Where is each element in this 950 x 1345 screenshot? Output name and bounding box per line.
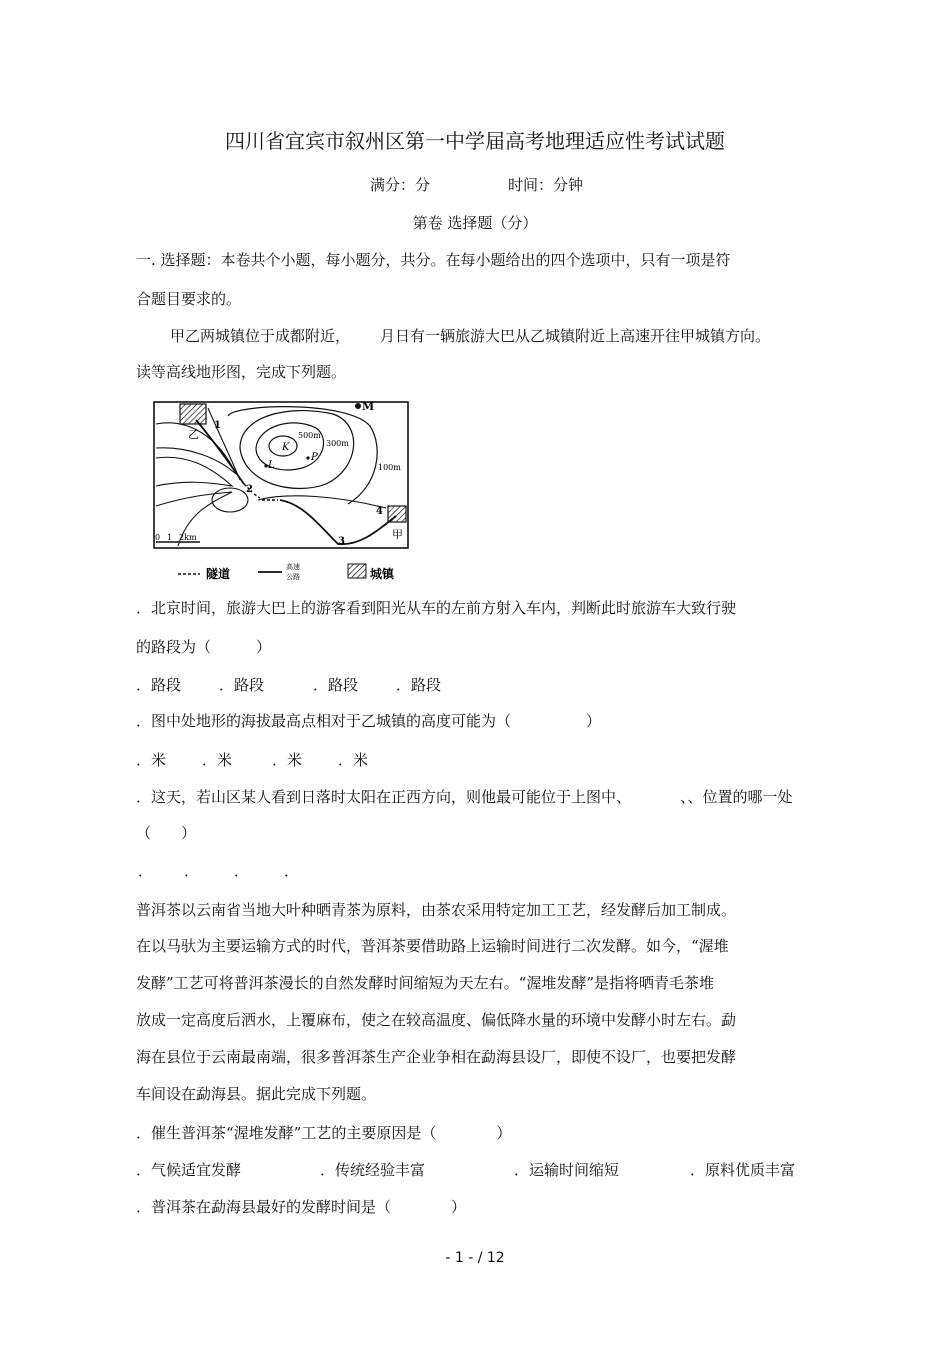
- passage2-line-3: 发酵”工艺可将普洱茶漫长的自然发酵时间缩短为天左右。“渥堆发酵”是指将晒青毛茶堆: [136, 974, 715, 992]
- passage1-part-a: 甲乙两城镇位于成都附近，: [170, 327, 351, 345]
- q2-text: ．图中处地形的海拔最高点相对于乙城镇的高度可能为（ ）: [136, 712, 602, 730]
- scale-0: 0: [155, 533, 161, 542]
- passage1-line-2: 读等高线地形图，完成下列题。: [136, 363, 347, 381]
- instructions-line-1: 一. 选择题：本卷共个小题，每小题分，共分。在每小题给出的四个选项中，只有一项是符: [136, 251, 731, 269]
- q4-option-b: ．传统经验丰富: [320, 1161, 426, 1179]
- q3-option-a: ．: [138, 862, 154, 880]
- label-town-jia: 甲: [392, 528, 403, 541]
- legend-town: 城镇: [370, 567, 395, 581]
- town-yi-marker: [180, 404, 206, 424]
- scale-2km: 2km: [179, 533, 197, 542]
- passage2-line-1: 普洱茶以云南省当地大叶种晒青茶为原料，由茶农采用特定加工工艺，经发酵后加工制成。: [136, 901, 737, 919]
- legend-highway-top: 高速: [286, 563, 300, 571]
- label-k: K: [282, 442, 290, 453]
- label-100m: 100m: [378, 463, 401, 472]
- contour-east: [258, 496, 386, 508]
- passage2-line-2: 在以马驮为主要运输方式的时代，普洱茶要借助路上运输时间进行二次发酵。如今，“渥堆: [136, 937, 729, 955]
- label-l: L: [268, 460, 275, 471]
- q3-line-1a: ．这天，若山区某人看到日落时太阳在正西方向，则他最可能位于上图中、: [136, 788, 632, 806]
- contour-200: [240, 411, 354, 489]
- legend-tunnel: 隧道: [206, 567, 231, 581]
- q3-option-b: ．: [184, 862, 200, 880]
- q4-option-a: ．气候适宜发酵: [136, 1161, 242, 1179]
- town-jia-marker: [388, 506, 406, 522]
- q2-option-b: ．米: [202, 751, 233, 769]
- q1-option-a: ．路段: [136, 676, 182, 694]
- q1-option-d: ．路段: [396, 676, 442, 694]
- q2-option-c: ．米: [272, 751, 303, 769]
- q1-line-1: ．北京时间，旅游大巴上的游客看到阳光从车的左前方射入车内，判断此时旅游车大致行驶: [136, 599, 737, 617]
- exam-time: 时间：分钟: [508, 176, 584, 194]
- q4-option-c: ．运输时间缩短: [514, 1161, 620, 1179]
- page-number: - 1 - / 12: [445, 1250, 505, 1266]
- label-route-3: 3: [338, 536, 345, 547]
- label-route-4: 4: [376, 506, 383, 517]
- q2-option-a: ．米: [136, 751, 167, 769]
- label-town-yi: 乙: [188, 428, 199, 441]
- q3-option-c: ．: [234, 862, 250, 880]
- river-1: [208, 408, 240, 480]
- q4-text: ．催生普洱茶“渥堆发酵”工艺的主要原因是（ ）: [136, 1124, 512, 1142]
- scale-1: 1: [167, 533, 173, 542]
- q1-option-c: ．路段: [313, 676, 359, 694]
- full-score: 满分：分: [370, 176, 431, 194]
- q1-line-2: 的路段为（ ）: [136, 638, 272, 656]
- instructions-line-2: 合题目要求的。: [136, 290, 242, 308]
- passage2-line-4: 放成一定高度后洒水，上覆麻布，使之在较高温度、偏低降水量的环境中发酵小时左右。勐: [136, 1011, 737, 1029]
- label-p: P: [311, 452, 318, 463]
- q4-option-d: ．原料优质丰富: [690, 1161, 796, 1179]
- page-title: 四川省宜宾市叙州区第一中学届高考地理适应性考试试题: [225, 129, 725, 153]
- point-p-dot: [306, 456, 309, 459]
- q3-option-d: ．: [284, 862, 300, 880]
- point-m-dot: [355, 403, 361, 409]
- passage1-part-b: 月日有一辆旅游大巴从乙城镇附近上高速开往甲城镇方向。: [380, 327, 771, 345]
- passage2-line-6: 车间设在勐海县。据此完成下列题。: [136, 1085, 377, 1103]
- contour-map: [148, 396, 416, 586]
- contour-west-2: [156, 457, 232, 486]
- label-route-2: 2: [246, 484, 253, 495]
- label-m: M: [362, 400, 375, 413]
- legend-highway-bottom: 公路: [286, 573, 300, 581]
- label-route-1: 1: [214, 420, 221, 431]
- q3-line-2: （ ）: [136, 824, 197, 842]
- label-300m: 300m: [326, 439, 349, 448]
- q1-option-b: ．路段: [219, 676, 265, 694]
- q3-line-1b: 、、位置的哪一处: [680, 788, 793, 806]
- legend-town-symbol: [348, 564, 366, 578]
- section-heading: 第卷 选择题（分）: [412, 214, 538, 232]
- passage2-line-5: 海在县位于云南最南端，很多普洱茶生产企业争相在勐海县设厂，即使不设厂，也要把发酵: [136, 1048, 737, 1066]
- label-500m: 500m: [298, 431, 321, 440]
- q5-text: ．普洱茶在勐海县最好的发酵时间是（ ）: [136, 1198, 467, 1216]
- q2-option-d: ．米: [338, 751, 369, 769]
